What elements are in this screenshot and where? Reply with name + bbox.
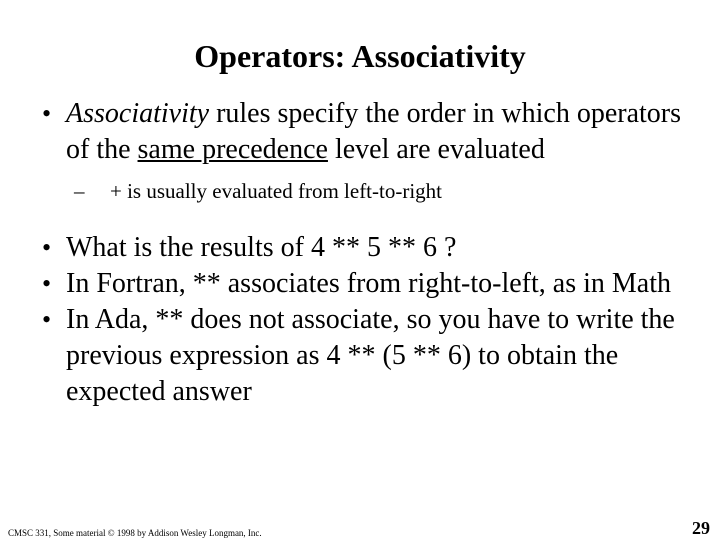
bullet-fortran xyxy=(42,266,682,302)
sub-bullet-dash: – xyxy=(74,179,85,203)
bullet-text: level are evaluated xyxy=(327,134,545,165)
slide-title: Operators: Associativity xyxy=(194,38,526,74)
bullet-associativity-rules xyxy=(42,96,682,168)
associativity-term: Associativity xyxy=(66,98,210,129)
bullet-text: rules specify the order in which operators of the xyxy=(66,98,682,165)
sub-bullet-plus-left-to-right xyxy=(74,178,682,204)
bullet-text: to obtain the expected answer xyxy=(66,340,619,407)
bullet-symbol: • xyxy=(42,269,52,298)
bullet-question xyxy=(42,230,682,266)
bullet-symbol: • xyxy=(42,233,52,262)
bullet-symbol: • xyxy=(42,99,52,128)
expression: 4 ** (5 ** 6) xyxy=(326,340,472,371)
same-precedence-underlined: same precedence xyxy=(137,134,328,165)
page-number: 29 xyxy=(692,518,710,538)
bullet-ada xyxy=(42,302,682,410)
sub-bullet-text: + is usually evaluated from left-to-right xyxy=(110,179,443,203)
bullet-symbol: • xyxy=(42,305,52,334)
bullet-text: In Ada, ** does not associate, so you have to write the previous expression as xyxy=(66,304,675,371)
bullet-text: What is the results of xyxy=(66,232,311,263)
bullet-list xyxy=(42,96,682,410)
expression: 4 ** 5 ** 6 ? xyxy=(310,232,457,263)
bullet-text: In Fortran, ** associates from right-to-left, as in Math xyxy=(66,268,671,299)
footer-copyright: CMSC 331, Some material © 1998 by Addison Wesley Longman, Inc. xyxy=(8,528,262,538)
